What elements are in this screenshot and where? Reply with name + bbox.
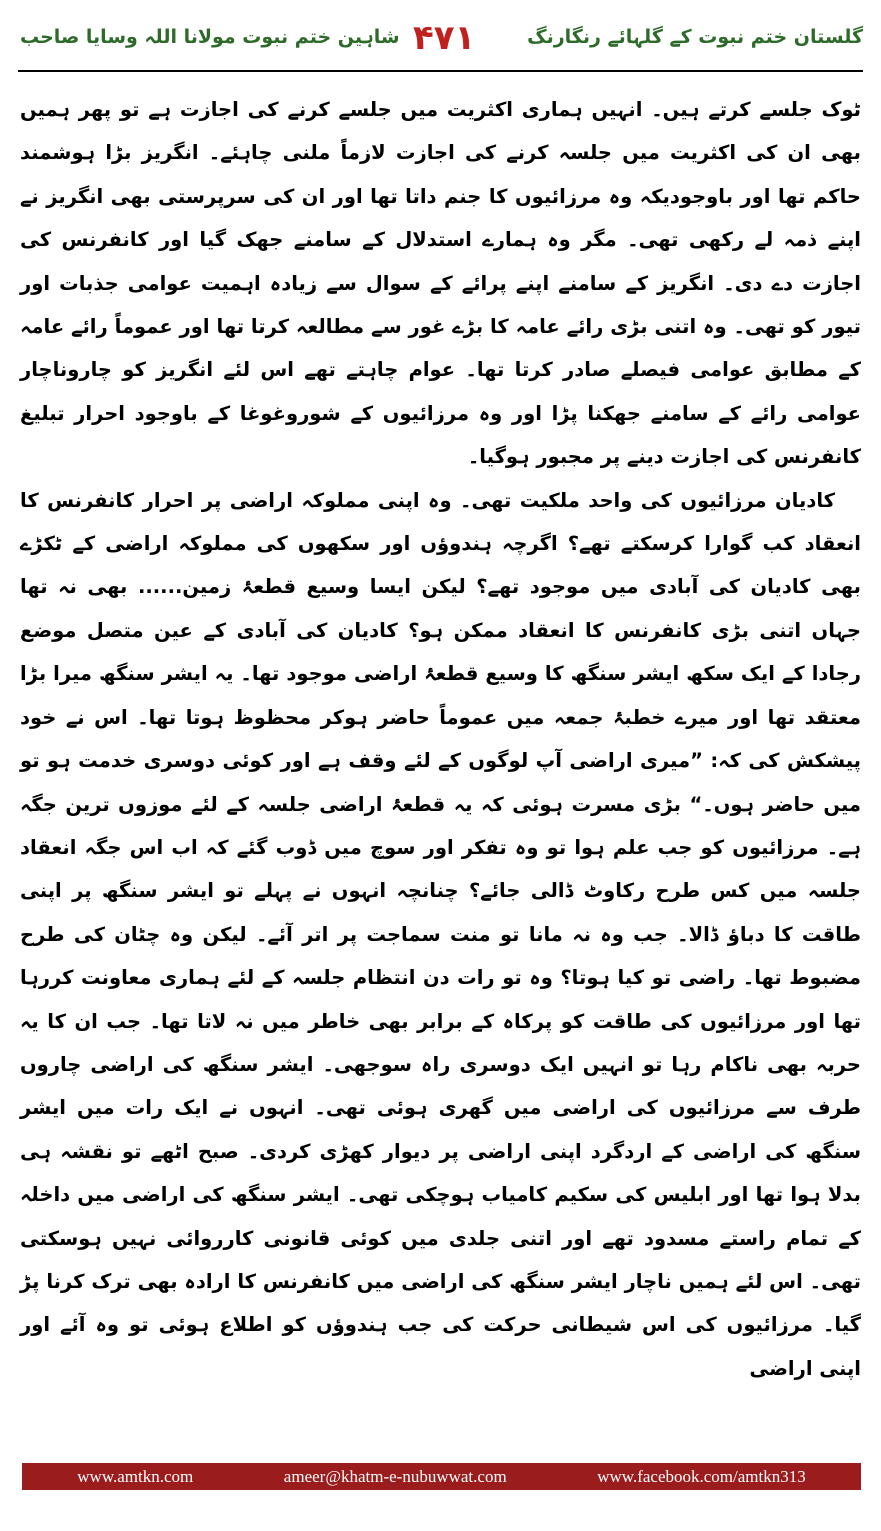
header-divider [18,70,863,72]
author-name: شاہین ختم نبوت مولانا اللہ وسایا صاحب [20,26,400,48]
book-title: گلستان ختم نبوت کے گلہائے رنگارنگ [527,26,863,48]
footer-bar [22,1463,861,1490]
article-body [20,88,861,1390]
page-header [18,18,863,74]
paragraph-2: کادیان مرزائیوں کی واحد ملکیت تھی۔ وہ اپنی مملوکہ اراضی پر احرار کانفرنس کا انعقاد کب گوارا کرسکتے تھے؟ اگرچہ ہندوؤں اور سکھوں کی مملوکہ اراضی کے ٹکڑے بھی کادیان کی آبادی میں موجود تھے؟ لیکن ایسا وسیع قطعۂ زمین...... بھی نہ تھا جہاں اتنی بڑی کانفرنس کا انعقاد ممکن ہو؟ کادیان کی آبادی کے عین متصل موضع رجادا کے ایک سکھ ایشر سنگھ کا وسیع قطعۂ اراضی موجود تھا۔ یہ ایشر سنگھ میرا بڑا معتقد تھا اور میرے خطبۂ جمعہ میں عموماً حاضر ہوکر محظوظ ہوتا تھا۔ اس نے خود پیشکش کی کہ: ”میری اراضی آپ لوگوں کے لئے وقف ہے اور کوئی دوسری خدمت ہو تو میں حاضر ہوں۔“ بڑی مسرت ہوئی کہ یہ قطعۂ اراضی جلسہ کے لئے موزوں ترین جگہ ہے۔ مرزائیوں کو جب علم ہوا تو وہ تفکر اور سوچ میں ڈوب گئے کہ اب اس جگہ انعقاد جلسہ میں کس طرح رکاوٹ ڈالی جائے؟ چنانچہ انہوں نے پہلے تو ایشر سنگھ پر اپنی طاقت کا دباؤ ڈالا۔ جب وہ نہ مانا تو منت سماجت پر اتر آئے۔ لیکن وہ چٹان کی طرح مضبوط تھا۔ راضی تو کیا ہوتا؟ وہ تو رات دن انتظام جلسہ کے لئے ہماری معاونت کررہا تھا اور مرزائیوں کی طاقت کو پرکاہ کے برابر بھی خاطر میں نہ لاتا تھا۔ جب ان کا یہ حربہ بھی ناکام رہا تو انہیں ایک دوسری راہ سوجھی۔ ایشر سنگھ کی اراضی چاروں طرف سے مرزائیوں کی اراضی میں گھری ہوئی تھی۔ انہوں نے ایک رات میں ایشر سنگھ کی اراضی کے اردگرد اپنی اراضی پر دیوار کھڑی کردی۔ صبح اٹھے تو نقشہ ہی بدلا ہوا تھا اور ابلیس کی سکیم کامیاب ہوچکی تھی۔ ایشر سنگھ کی اراضی میں داخلہ کے تمام راستے مسدود تھے اور اتنی جلدی میں کوئی قانونی کارروائی نہیں ہوسکتی تھی۔ اس لئے ہمیں ناچار ایشر سنگھ کی اراضی میں کانفرنس کا ارادہ بھی ترک کرنا پڑ گیا۔ مرزائیوں کی اس شیطانی حرکت کی جب ہندوؤں کو اطلاع ہوئی تو وہ آئے اور اپنی اراضی [20,488,861,1380]
paragraph-1: ٹوک جلسے کرتے ہیں۔ انہیں ہماری اکثریت میں جلسے کرنے کی اجازت ہے تو پھر ہمیں بھی ان کی اکثریت میں جلسہ کرنے کی اجازت لازماً ملنی چاہئے۔ انگریز بڑا ہوشمند حاکم تھا اور باوجودیکہ وہ مرزائیوں کا جنم داتا تھا اور ان کی سرپرستی بھی انگریز نے اپنے ذمہ لے رکھی تھی۔ مگر وہ ہمارے استدلال کے سامنے جھک گیا اور کانفرنس کی اجازت دے دی۔ انگریز کے سامنے اپنے پرائے کے سوال سے زیادہ اہمیت عوامی جذبات اور تیور کو تھی۔ وہ اتنی بڑی رائے عامہ کا بڑے غور سے مطالعہ کرتا تھا اور عموماً رائے عامہ کے مطابق عوامی فیصلے صادر کرتا تھا۔ عوام چاہتے تھے اس لئے انگریز کو چاروناچار عوامی رائے کے سامنے جھکنا پڑا اور وہ مرزائیوں کے شوروغوغا کے باوجود احرار تبلیغ کانفرنس کی اجازت دینے پر مجبور ہوگیا۔ [20,98,861,469]
website-link[interactable]: www.amtkn.com [77,1466,194,1486]
facebook-link[interactable]: www.facebook.com/amtkn313 [597,1466,806,1486]
email-link[interactable]: ameer@khatm-e-nubuwwat.com [283,1466,507,1486]
page-number: ۴۷۱ [413,18,476,58]
